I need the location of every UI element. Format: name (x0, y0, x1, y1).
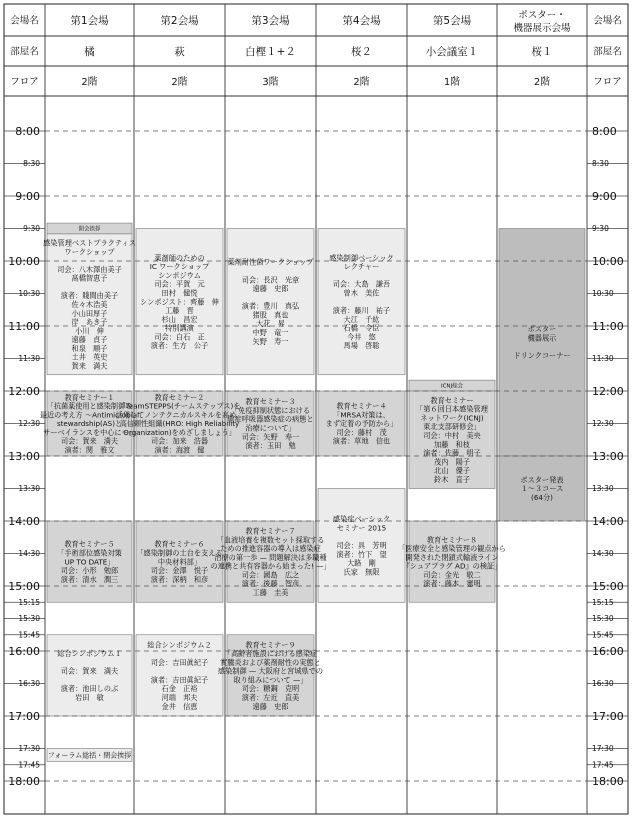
time-label-left: 17:45 (18, 760, 40, 770)
venue-name: ポスター・ (518, 10, 566, 21)
time-label-right: 9:00 (592, 190, 617, 203)
session-text: 司会：具 芳明 (336, 541, 387, 551)
session-text: 金井 信恵 (161, 701, 198, 711)
session-text: 取り組みについて —」 (233, 675, 308, 685)
header-row-label: 部屋名 (10, 46, 39, 58)
session-text: 石金 正裕 (161, 684, 198, 694)
time-label-right: 14:00 (592, 515, 624, 528)
session-text: 演者：賤間由美子 (60, 291, 119, 301)
session-text: 演者：池田しのぶ (60, 684, 119, 694)
time-label-right: 12:00 (592, 385, 624, 398)
time-label-left: 17:30 (18, 744, 40, 754)
time-label-right: 15:45 (592, 630, 614, 640)
session-text: 特別講演 (165, 323, 194, 333)
session-text: 小山田厚子 (71, 308, 108, 318)
time-label-right: 17:30 (592, 744, 614, 754)
header-row-label: フロア (593, 76, 622, 88)
time-label-left: 15:00 (8, 580, 40, 593)
session-text: 「抗菌薬使用と感染制御の (46, 401, 133, 411)
time-label-right: 14:30 (592, 549, 614, 559)
session-text: 司会：糖鋼 克明 (241, 684, 300, 694)
time-label-right: 8:30 (592, 159, 609, 169)
header-row-label: 会場名 (593, 15, 622, 27)
session-text: 教育セミナー８ (426, 535, 478, 545)
session-text: シンポジウム (158, 270, 201, 280)
session-text: 河端 邦夫 (161, 692, 198, 702)
session-text: 「手術部位感染対策 (57, 548, 122, 558)
time-label-right: 8:00 (592, 125, 617, 138)
session-text: IC ワークショップ (149, 262, 210, 272)
session-text: の連携と共有容器から始まった! —」 (210, 561, 331, 571)
session-text: 岸 あき子 (71, 317, 108, 327)
session-text: ネットワーク(ICNJ) (420, 413, 484, 423)
session-text: 今井 悠 (347, 332, 376, 342)
time-label-left: 8:30 (23, 159, 40, 169)
venue-floor: 2階 (533, 77, 551, 88)
time-label-right: 11:00 (592, 320, 624, 333)
venue-name: 第2会場 (160, 15, 199, 27)
session-text: 工藤 晋 (165, 306, 194, 316)
session-text: 鈴木 直子 (434, 474, 470, 484)
session-text: 馬場 啓聡 (343, 341, 380, 351)
time-label-right: 10:00 (592, 255, 624, 268)
session-text: 開会挨拶 (78, 226, 101, 233)
time-label-right: 12:30 (592, 419, 614, 429)
session-text: 高信頼性組織(HRO: High Reliability (119, 419, 240, 429)
session-text: 演者：海渡 健 (154, 445, 205, 455)
session-text: 『シュアプラグ AD』の検証」 (402, 561, 502, 571)
session-text: 中央材料部」 (157, 557, 202, 567)
session-text: 治療の第一歩 — 問題解決は多職種 (214, 552, 327, 562)
session-text: 最近の考え方 〜Antimicrobial (39, 410, 140, 420)
session-text: 重症呼吸器感染症の病態と (227, 414, 314, 424)
time-label-right: 11:30 (592, 354, 614, 364)
session-text: 北山 優子 (434, 466, 470, 476)
session-text: サーベイランスを中心に〜」 (43, 427, 136, 437)
session-text: 佐々木浩美 (71, 299, 108, 309)
session-text: 杉山 昌宏 (161, 314, 198, 324)
session-text: 司会：大島 謙吾 (332, 279, 391, 289)
session-text: 感染制御 — 大阪府と宮城県での (217, 666, 324, 676)
venue-room: 桜１ (531, 46, 553, 58)
session-text: 感染管理ベストプラクティス (43, 238, 136, 248)
session-text: 髙橋智恵子 (71, 273, 108, 283)
session-text: 「MRSA対策は、 (333, 410, 390, 420)
session-text: 大江 千紘 (343, 314, 380, 324)
venue-name: 第4会場 (342, 15, 381, 27)
session-text: ポスター発表 (520, 475, 564, 485)
session-text: 演者：左近 直美 (241, 692, 300, 702)
session-text: 司会：加来 浩器 (151, 436, 208, 446)
session-text: 司会：金光 敬二 (423, 570, 481, 580)
session-text: 東北支部研修会」 (423, 422, 481, 432)
session-text: 演者：藤本 憲明 (423, 579, 481, 589)
session-text: 司会：矢野 寿一 (241, 432, 300, 442)
session-text: 演者：草地 信也 (332, 436, 391, 446)
session-text: 曽木 美佐 (343, 288, 380, 298)
session-text: フォーラム総括・閉会挨拶 (47, 751, 132, 760)
venue-name: 第5会場 (432, 15, 472, 27)
time-label-left: 18:00 (8, 775, 40, 788)
session-text: 「TeamSTEPPS(チームステップス)を (118, 401, 241, 411)
time-label-left: 16:30 (18, 679, 40, 689)
session-text: 演者：関 雅文 (64, 445, 115, 455)
time-label-right: 17:00 (592, 710, 624, 723)
time-label-right: 15:30 (592, 614, 614, 624)
session-text: 矢野 寿一 (252, 336, 289, 346)
session-text: 氏家 無限 (343, 567, 380, 577)
session-text: 教育セミナー９ (245, 640, 296, 650)
time-label-right: 9:30 (592, 224, 609, 234)
session-text: ワークショップ (64, 247, 115, 257)
session-text: 活用してノンテクニカルスキルを高め、 (115, 410, 244, 420)
session-text: ための推進容器の導入は感染症 (220, 544, 321, 554)
time-label-right: 17:45 (592, 760, 614, 770)
session-text: 演者：佐藤 明子 (423, 448, 481, 458)
session-text: 石橋 令臣 (343, 323, 380, 333)
session-text: 演者：藤川 祐子 (332, 306, 391, 316)
session-text: 司会：平賀 元 (154, 279, 205, 289)
session-text: 演者：清水 潤三 (60, 574, 119, 584)
session-text: 司会：吉田眞紀子 (150, 657, 209, 667)
venue-floor: 1階 (443, 77, 461, 88)
time-label-left: 9:30 (23, 224, 40, 234)
session-text: UP TO DATE」 (64, 557, 115, 567)
session-text: 遠藤 貞子 (71, 335, 108, 345)
session-text: 岩田 敏 (75, 692, 104, 702)
session-text: 大路 剛 (347, 558, 376, 568)
session-text: 総合シンポジウム２ (147, 640, 212, 650)
time-label-left: 13:30 (18, 484, 40, 494)
venue-room: 橘 (84, 46, 95, 58)
session-text: 開発された閉鎖式輸液ライン (405, 552, 499, 562)
header-row-label: 会場名 (10, 15, 39, 27)
venue-room: 白樫１+２ (245, 46, 296, 58)
session-text: 教育セミナー４ (336, 401, 387, 411)
session-text: 司会：金澤 悦子 (150, 566, 209, 576)
venue-name: 第3会場 (251, 15, 290, 27)
session-text: 賀来 満夫 (71, 361, 108, 371)
session-text: 感染制御ベーシック (329, 253, 394, 263)
session-text: 司会：長沢 光章 (241, 275, 300, 285)
session-text: 司会：藤村 茂 (336, 427, 387, 437)
time-label-left: 15:15 (18, 597, 40, 607)
session-text: 加藤 和枝 (434, 439, 470, 449)
time-label-left: 15:30 (18, 614, 40, 624)
session-text: ポスター (527, 324, 557, 334)
header-row-label: フロア (10, 76, 39, 88)
session-text: Organization)をめざしましょう」 (123, 427, 236, 437)
session-text: 「第６回日本感染管理 (416, 404, 488, 414)
time-label-left: 8:00 (15, 125, 40, 138)
session-text: 教育セミナー６ (154, 539, 205, 549)
session-text: ドリンクコーナー (513, 351, 571, 361)
time-label-left: 11:00 (8, 320, 40, 333)
venue-floor: 2階 (171, 77, 188, 88)
session-text: レクチャー (343, 262, 380, 272)
venue-floor: 2階 (81, 77, 98, 88)
session-text: stewardship(AS)と (56, 419, 123, 429)
time-label-left: 12:00 (8, 385, 40, 398)
time-label-right: 13:30 (592, 484, 614, 494)
session-text: 「免疫抑制状態における (230, 405, 311, 415)
session-text: 司会：賀来 満夫 (61, 436, 118, 446)
session-text: 教育セミナー３ (245, 397, 296, 407)
session-text: 治療について」 (245, 423, 296, 433)
session-text: 演者：生方 公子 (150, 341, 209, 351)
session-text: (64分) (531, 492, 553, 502)
time-label-left: 10:00 (8, 255, 40, 268)
time-label-right: 18:00 (592, 775, 624, 788)
session-text: 演者：後藤 智彦 (241, 579, 300, 589)
session-text: 中野 竜一 (252, 328, 289, 338)
time-label-left: 16:00 (8, 645, 40, 658)
session-text: 薬剤師のための (154, 253, 205, 263)
session-block (318, 229, 405, 375)
session-text: 感染症ベーシック (332, 514, 391, 524)
time-label-left: 15:45 (18, 630, 40, 640)
time-label-left: 17:00 (8, 710, 40, 723)
session-text: 土井 英史 (71, 352, 108, 362)
venue-floor: 3階 (262, 77, 279, 88)
session-text: 総合シンポジウム１ (57, 649, 122, 659)
session-text: 演者：玉田 勉 (245, 441, 296, 451)
session-text: 司会：國島 広之 (241, 570, 300, 580)
session-text: １〜３コース (520, 484, 564, 494)
session-text: 「医療安全と感染管理の観点から (398, 544, 506, 554)
session-text: シンポジスト：齊藤 伸 (140, 297, 219, 307)
time-label-left: 12:30 (18, 419, 40, 429)
session-text: 和泉 順子 (71, 343, 108, 353)
session-text: 工藤 圭美 (252, 588, 289, 598)
time-label-left: 14:00 (8, 515, 40, 528)
time-label-right: 10:30 (592, 289, 614, 299)
venue-room: 小会議室１ (425, 46, 479, 58)
session-text: 司会：白石 正 (154, 332, 205, 342)
venue-name: 機器展示会場 (513, 23, 571, 34)
session-text: 遠藤 史郎 (252, 284, 289, 294)
time-label-left: 9:00 (15, 190, 40, 203)
session-text: 教育セミナー７ (245, 526, 296, 536)
session-text: 「感染制御の土台を支える (136, 548, 223, 558)
session-text: 小川 伸 (75, 326, 104, 336)
time-label-right: 13:00 (592, 450, 624, 463)
session-text: 大花 昇 (256, 319, 285, 329)
session-text: 演者：深柄 和彦 (150, 574, 209, 584)
time-label-right: 16:00 (592, 645, 624, 658)
session-text: 演者：吉田眞紀子 (150, 675, 209, 685)
time-label-left: 11:30 (18, 354, 40, 364)
time-label-left: 13:00 (8, 450, 40, 463)
session-text: 司会：八木澤由美子 (57, 264, 122, 274)
session-text: 茂内 陽子 (434, 457, 470, 467)
session-text: 教育セミナー５ (64, 539, 115, 549)
session-text: 司会：中村 美央 (423, 430, 481, 440)
session-text: セミナー 2015 (336, 523, 387, 533)
session-text: まず定着の予防から」 (325, 419, 398, 429)
session-text: 演者：竹下 望 (336, 549, 387, 559)
header-row-label: 部屋名 (593, 46, 622, 58)
session-text: 教育セミナー (430, 395, 474, 405)
session-text: 田村 健悦 (161, 288, 198, 298)
session-text: 司会：賀来 満夫 (60, 666, 119, 676)
session-text: ICNJ総会 (440, 383, 464, 390)
venue-name: 第1会場 (70, 15, 109, 27)
session-text: 薬剤耐性菌ワークショップ (227, 257, 314, 267)
time-label-right: 15:15 (592, 597, 614, 607)
time-label-left: 14:30 (18, 549, 40, 559)
session-text: 遠藤 史郎 (252, 701, 289, 711)
session-text: 教育セミナー２ (154, 392, 205, 402)
venue-room: 萩 (174, 46, 185, 58)
session-text: 「高齢者施設における感染症 (223, 649, 318, 659)
venue-floor: 2階 (353, 77, 370, 88)
time-label-right: 15:00 (592, 580, 624, 593)
session-text: 「血液培養を複数セット採取する (216, 535, 325, 545)
time-label-left: 10:30 (18, 289, 40, 299)
session-text: 實騰炎および薬剤耐性の実態と (220, 657, 321, 667)
venue-room: 桜２ (351, 46, 372, 58)
time-label-right: 16:30 (592, 679, 614, 689)
session-text: 演者：豊川 真弘 (241, 301, 300, 311)
session-text: 猪股 真也 (252, 310, 289, 320)
session-text: 教育セミナー１ (64, 392, 115, 402)
session-text: 機器展示 (527, 333, 557, 343)
session-text: 司会：小形 勉郎 (60, 566, 119, 576)
